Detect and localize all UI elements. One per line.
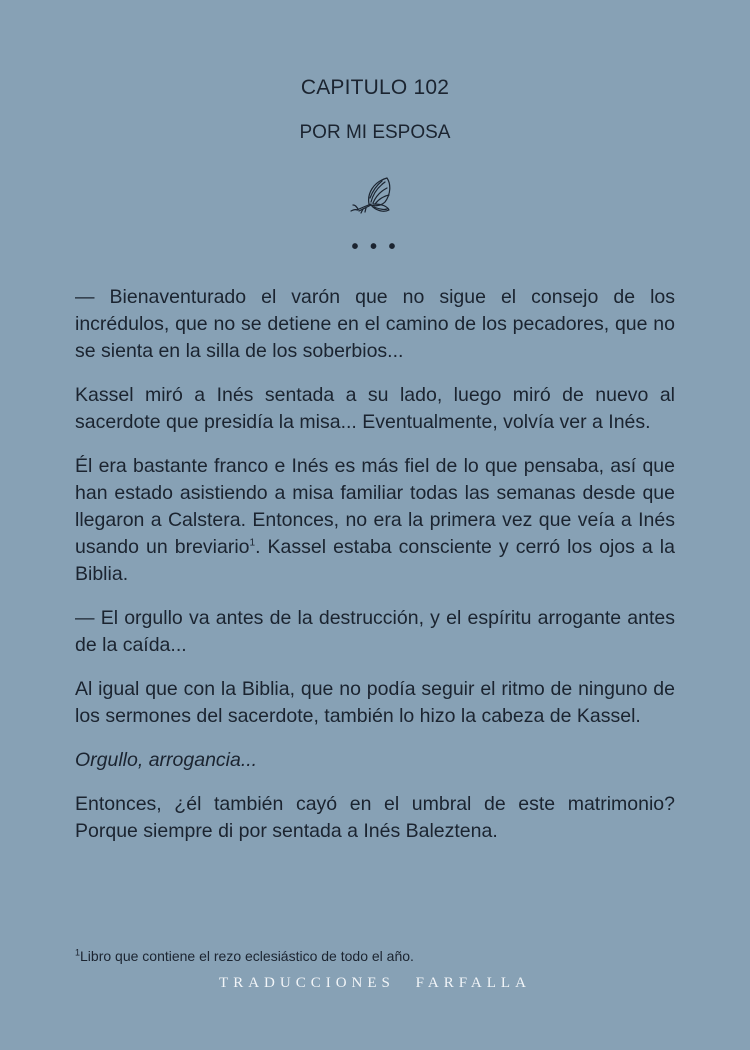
paragraph-text: . Kassel estaba consciente y cerró los ojos a la Biblia. <box>75 536 675 585</box>
paragraph: Entonces, ¿él también cayó en el umbral de este matrimonio? Porque siempre di por sentada a Inés Baleztena. <box>75 793 675 842</box>
paragraph: — El orgullo va antes de la destrucción, y el espíritu arrogante antes de la caída... <box>75 607 675 656</box>
chapter-body <box>75 284 675 862</box>
paragraph: — Bienaventurado el varón que no sigue el consejo de los incrédulos, que no se detiene en el camino de los pecadores, que no se sienta en la silla de los soberbios... <box>75 286 675 362</box>
footnote-text: Libro que contiene el rezo eclesiástico de todo el año. <box>80 948 414 964</box>
section-separator: • • • <box>351 236 399 258</box>
chapter-title: CAPITULO 102 <box>300 76 450 99</box>
paragraph: Kassel miró a Inés sentada a su lado, luego miró de nuevo al sacerdote que presidía la misa... Eventualmente, volvía ver a Inés. <box>75 384 675 433</box>
translator-watermark: TRADUCCIONES FARFALLA <box>219 975 531 991</box>
chapter-subtitle: POR MI ESPOSA <box>299 122 451 143</box>
footnote <box>75 948 695 964</box>
paragraph-text: Él era bastante franco e Inés es más fiel de lo que pensaba, así que han estado asistiendo a misa familiar todas las semanas desde que llegaron a Calstera. Entonces, no era la primera vez que veía a Inés usando un breviario <box>75 455 675 558</box>
paragraph <box>75 453 675 588</box>
footnote-mark: 1 <box>75 947 81 958</box>
butterfly-icon <box>349 174 395 218</box>
paragraph-italic: Orgullo, arrogancia... <box>75 749 258 771</box>
footnote-reference: 1 <box>249 537 256 549</box>
paragraph: Al igual que con la Biblia, que no podía seguir el ritmo de ninguno de los sermones del sacerdote, también lo hizo la cabeza de Kassel. <box>75 678 675 727</box>
